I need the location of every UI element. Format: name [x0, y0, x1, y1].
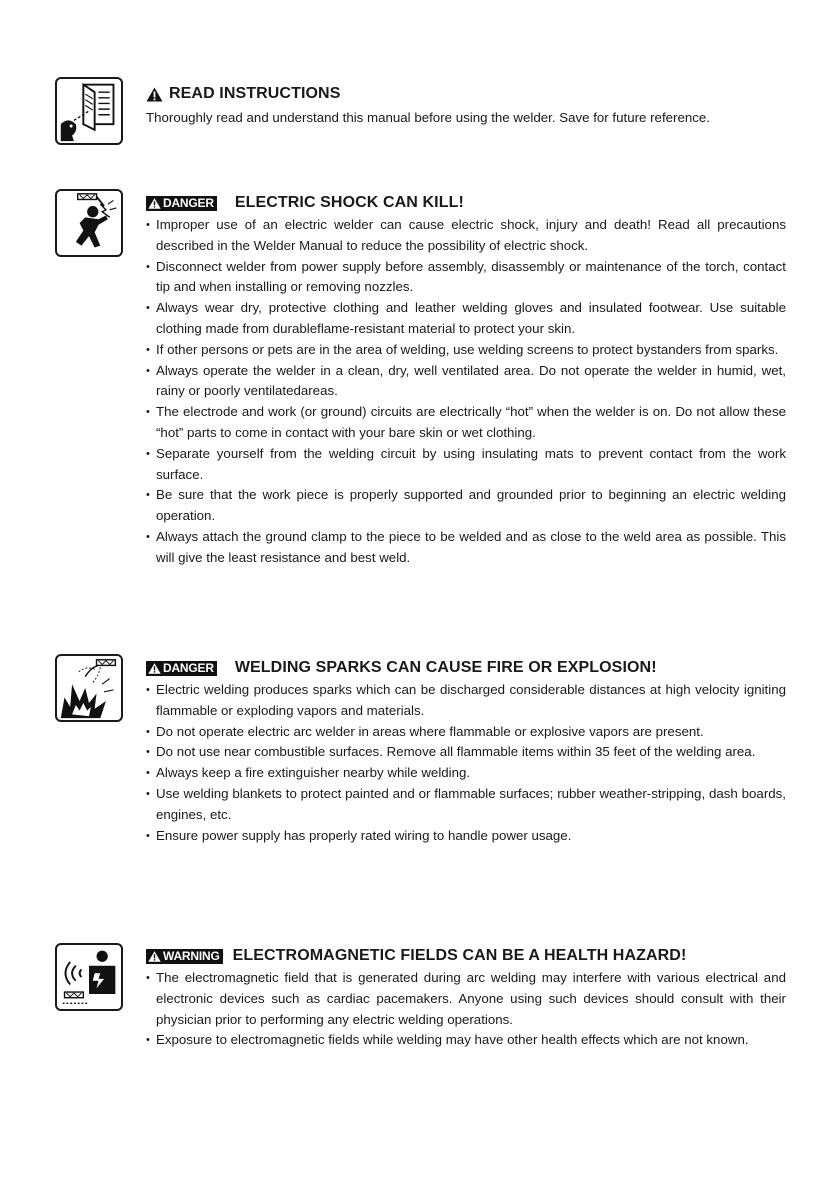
- signal-word: DANGER: [163, 661, 214, 675]
- section-electric-shock: [146, 193, 786, 569]
- list-item: • Be sure that the work piece is properly supported and grounded prior to beginning an electric welding operation.: [146, 485, 786, 527]
- alert-triangle-icon: [148, 663, 161, 674]
- read-manual-icon: [55, 77, 123, 145]
- bullet-list: [146, 968, 786, 1051]
- bullet-list: [146, 215, 786, 569]
- alert-triangle-icon: [146, 87, 163, 102]
- section-text: Thoroughly read and understand this manual before using the welder. Save for future reference.: [146, 110, 710, 125]
- list-item: • Do not use near combustible surfaces. Remove all flammable items within 35 feet of the welding area.: [146, 742, 786, 763]
- section-title: WELDING SPARKS CAN CAUSE FIRE OR EXPLOSION!: [234, 659, 657, 676]
- section-title: ELECTROMAGNETIC FIELDS CAN BE A HEALTH HAZARD!: [232, 947, 687, 964]
- signal-word: WARNING: [163, 949, 220, 963]
- list-item: • Separate yourself from the welding circuit by using insulating mats to prevent contact from the work surface.: [146, 444, 786, 486]
- section-electromagnetic: [146, 946, 786, 1051]
- electromagnetic-field-icon: [55, 943, 123, 1011]
- section-fire-explosion: [146, 658, 786, 846]
- section-header: [146, 658, 786, 678]
- list-item: • Always wear dry, protective clothing and leather welding gloves and insulated footwear. Use suitable clothing made from durableflame-resistant material to protect your skin.: [146, 298, 786, 340]
- fire-explosion-icon: [55, 654, 123, 722]
- list-item: • Electric welding produces sparks which can be discharged considerable distances at high velocity igniting flammable or exploding vapors and materials.: [146, 680, 786, 722]
- list-item: • Always keep a fire extinguisher nearby while welding.: [146, 763, 786, 784]
- list-item: • If other persons or pets are in the area of welding, use welding screens to protect bystanders from sparks.: [146, 340, 786, 361]
- signal-word: DANGER: [163, 196, 214, 210]
- list-item: • The electromagnetic field that is generated during arc welding may interfere with various electrical and electronic devices such as cardiac pacemakers. Anyone using such devices should consult with their physician prior to performing any electric welding operations.: [146, 968, 786, 1030]
- bullet-list: [146, 680, 786, 846]
- warning-badge: [146, 949, 223, 964]
- alert-triangle-icon: [148, 198, 161, 209]
- danger-badge: [146, 196, 217, 211]
- electric-shock-icon: [55, 189, 123, 257]
- section-title: READ INSTRUCTIONS: [169, 85, 341, 102]
- list-item: • The electrode and work (or ground) circuits are electrically “hot” when the welder is on. Do not allow these “hot” parts to come in contact with your bare skin or wet clothing.: [146, 402, 786, 444]
- section-header: [146, 193, 786, 213]
- alert-triangle-icon: [148, 951, 161, 962]
- section-title: ELECTRIC SHOCK CAN KILL!: [234, 194, 464, 211]
- section-header: [146, 946, 786, 966]
- list-item: • Do not operate electric arc welder in areas where flammable or explosive vapors are present.: [146, 722, 786, 743]
- list-item: • Always attach the ground clamp to the piece to be welded and as close to the weld area as possible. This will give the least resistance and best weld.: [146, 527, 786, 569]
- list-item: • Disconnect welder from power supply before assembly, disassembly or maintenance of the torch, contact tip and when installing or removing nozzles.: [146, 257, 786, 299]
- list-item: • Improper use of an electric welder can cause electric shock, injury and death! Read all precautions described in the Welder Manual to reduce the possibility of electric shock.: [146, 215, 786, 257]
- section-read-instructions: [146, 84, 786, 129]
- list-item: • Exposure to electromagnetic fields while welding may have other health effects which are not known.: [146, 1030, 786, 1051]
- list-item: • Ensure power supply has properly rated wiring to handle power usage.: [146, 826, 786, 847]
- danger-badge: [146, 661, 217, 676]
- list-item: • Use welding blankets to protect painted and or flammable surfaces; rubber weather-stripping, dash boards, engines, etc.: [146, 784, 786, 826]
- section-header: [146, 84, 786, 104]
- list-item: • Always operate the welder in a clean, dry, well ventilated area. Do not operate the welder in humid, wet, rainy or poorly ventilatedareas.: [146, 361, 786, 403]
